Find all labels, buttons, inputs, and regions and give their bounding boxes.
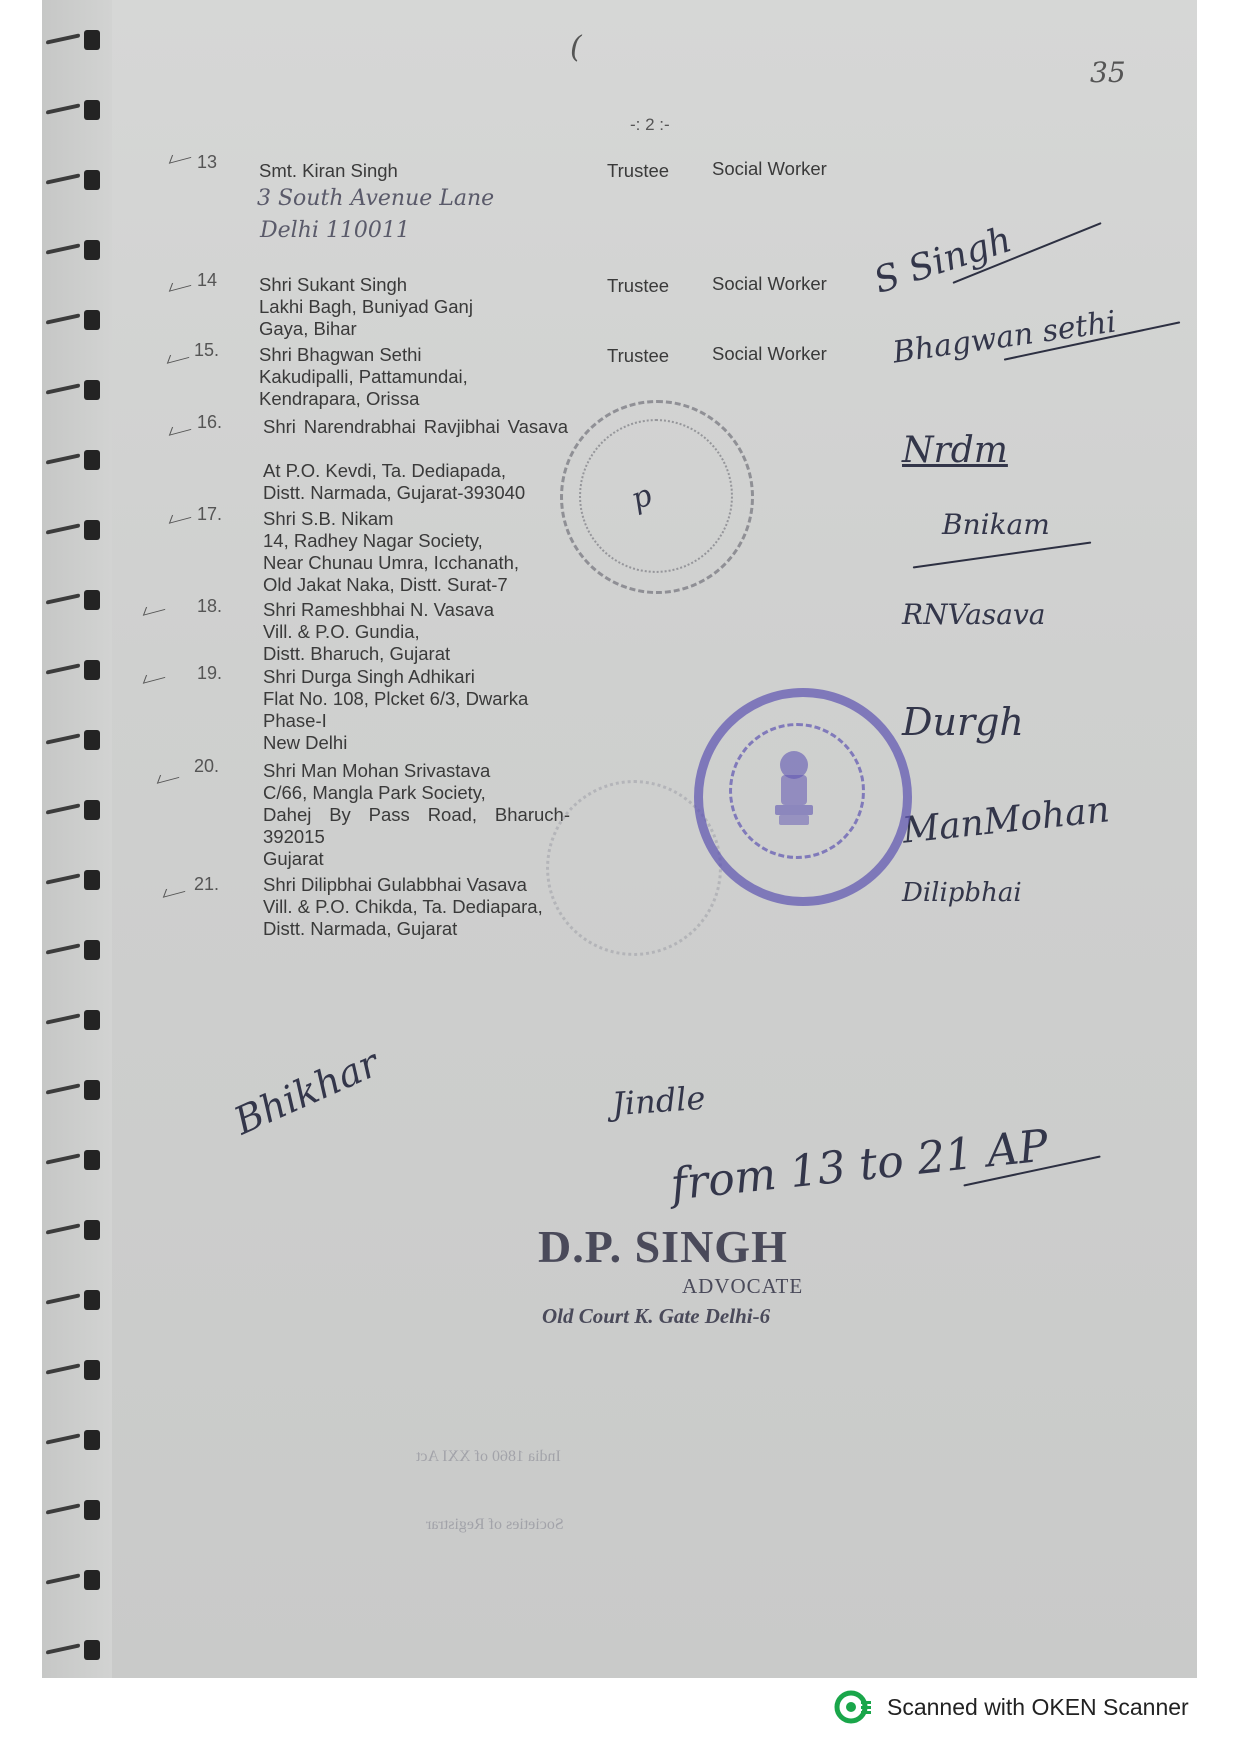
ring-hole <box>84 1500 100 1520</box>
member-name: Shri Sukant Singh <box>259 274 408 295</box>
member-address: Distt. Bharuch, Gujarat <box>263 643 451 664</box>
ring-hole <box>84 1150 100 1170</box>
ring-wire <box>46 383 80 394</box>
ring-hole <box>84 660 100 680</box>
member-occupation: Social Worker <box>712 273 827 294</box>
binding-ring <box>46 1570 110 1588</box>
ring-wire <box>46 593 80 604</box>
registrar-seal-faint <box>560 400 754 594</box>
check-mark <box>169 509 194 523</box>
ring-wire <box>46 103 80 114</box>
binding-ring <box>46 1360 110 1378</box>
member-address: Kendrapara, Orissa <box>259 388 420 409</box>
member-address: Flat No. 108, Plcket 6/3, Dwarka <box>263 688 529 709</box>
member-address: 392015 <box>263 826 325 847</box>
ring-wire <box>46 1013 80 1024</box>
binding-ring <box>46 1430 110 1448</box>
member-name: Shri Dilipbhai Gulabbhai Vasava <box>263 874 527 895</box>
check-mark <box>157 769 182 783</box>
binding-ring <box>46 380 110 398</box>
document-page <box>42 0 1197 1678</box>
member-address: Vill. & P.O. Gundia, <box>263 621 420 642</box>
member-signature: Nrdm <box>902 430 1008 471</box>
ring-hole <box>84 1640 100 1660</box>
ring-hole <box>84 730 100 750</box>
check-mark <box>143 669 168 683</box>
binding-ring <box>46 730 110 748</box>
bleed-through-text: India 1860 of XXI Act <box>416 1448 561 1465</box>
member-address: Old Jakat Naka, Distt. Surat-7 <box>263 574 508 595</box>
member-signature: Bnikam <box>942 508 1050 541</box>
member-number: 13 <box>197 152 218 172</box>
attesting-signature-left: Bhikhar <box>227 1040 386 1144</box>
binding-ring <box>46 30 110 48</box>
ring-wire <box>46 1153 80 1164</box>
member-name: Shri S.B. Nikam <box>263 508 394 529</box>
member-signature: Dilipbhai <box>902 878 1022 908</box>
binding-ring <box>46 1640 110 1658</box>
spiral-binding <box>42 0 112 1678</box>
signature-stroke <box>913 541 1091 568</box>
scanner-watermark <box>833 1685 1189 1729</box>
member-address: Kakudipalli, Pattamundai, <box>259 366 468 387</box>
member-occupation: Social Worker <box>712 158 827 179</box>
member-address: Distt. Narmada, Gujarat <box>263 918 458 939</box>
member-name: Shri Narendrabhai Ravjibhai Vasava <box>263 416 568 437</box>
binding-ring <box>46 940 110 958</box>
member-address: Gujarat <box>263 848 324 869</box>
binding-ring <box>46 170 110 188</box>
ring-wire <box>46 1223 80 1234</box>
ring-hole <box>84 30 100 50</box>
ring-hole <box>84 1570 100 1590</box>
pen-mark: ( <box>570 30 582 65</box>
ring-wire <box>46 1363 80 1374</box>
ring-wire <box>46 313 80 324</box>
ring-wire <box>46 663 80 674</box>
binding-ring <box>46 660 110 678</box>
member-number: 19. <box>197 663 223 683</box>
ring-hole <box>84 100 100 120</box>
ring-hole <box>84 1010 100 1030</box>
check-mark <box>169 149 194 163</box>
corner-mark: 35 <box>1090 56 1126 89</box>
member-signature: S Singh <box>869 219 1017 302</box>
ring-wire <box>46 1503 80 1514</box>
oken-scanner-logo-icon <box>833 1687 873 1727</box>
page-number: -: 2 :- <box>630 115 670 134</box>
ring-hole <box>84 520 100 540</box>
ring-hole <box>84 310 100 330</box>
ring-wire <box>46 173 80 184</box>
binding-ring <box>46 1220 110 1238</box>
member-address: Near Chunau Umra, Icchanath, <box>263 552 520 573</box>
ring-hole <box>84 240 100 260</box>
binding-ring <box>46 1290 110 1308</box>
member-address: Distt. Narmada, Gujarat-393040 <box>263 482 526 503</box>
member-role: Trustee <box>607 275 670 296</box>
member-name: Shri Durga Singh Adhikari <box>263 666 475 687</box>
attestation-note: from 13 to 21 AP <box>668 1120 1051 1211</box>
check-mark <box>163 883 188 897</box>
member-address: New Delhi <box>263 732 348 753</box>
ring-hole <box>84 940 100 960</box>
member-address: Gaya, Bihar <box>259 318 357 339</box>
member-address: Phase-I <box>263 710 327 731</box>
check-mark <box>169 421 194 435</box>
check-mark <box>167 349 192 363</box>
member-occupation: Social Worker <box>712 343 827 364</box>
binding-ring <box>46 1080 110 1098</box>
ring-wire <box>46 453 80 464</box>
member-name: Smt. Kiran Singh <box>259 160 398 181</box>
member-number: 17. <box>197 504 223 524</box>
registrar-of-societies-seal <box>694 688 912 906</box>
ring-wire <box>46 943 80 954</box>
handwritten-address: 3 South Avenue Lane <box>257 186 495 211</box>
member-signature: Bhagwan sethi <box>890 304 1119 371</box>
ring-hole <box>84 870 100 890</box>
ring-hole <box>84 450 100 470</box>
member-address: 14, Radhey Nagar Society, <box>263 530 483 551</box>
member-address: Dahej By Pass Road, Bharuch- <box>263 804 570 825</box>
ring-wire <box>46 1433 80 1444</box>
member-number: 21. <box>194 874 220 894</box>
ring-wire <box>46 523 80 534</box>
binding-ring <box>46 100 110 118</box>
attesting-signature-middle: Jindle <box>610 1078 707 1124</box>
ring-wire <box>46 243 80 254</box>
ring-wire <box>46 1293 80 1304</box>
member-number: 18. <box>197 596 223 616</box>
member-number: 15. <box>194 340 220 360</box>
member-number: 16. <box>197 412 223 432</box>
ring-wire <box>46 1643 80 1654</box>
member-name: Shri Rameshbhai N. Vasava <box>263 599 495 620</box>
binding-ring <box>46 240 110 258</box>
ring-wire <box>46 873 80 884</box>
member-address: Lakhi Bagh, Buniyad Ganj <box>259 296 473 317</box>
binding-ring <box>46 1010 110 1028</box>
ring-hole <box>84 1290 100 1310</box>
member-number: 14 <box>197 270 218 290</box>
ring-wire <box>46 733 80 744</box>
binding-ring <box>46 870 110 888</box>
scanner-text: Scanned with OKEN Scanner <box>887 1693 1189 1720</box>
member-address: C/66, Mangla Park Society, <box>263 782 486 803</box>
ring-wire <box>46 803 80 814</box>
ring-hole <box>84 170 100 190</box>
ring-wire <box>46 1573 80 1584</box>
binding-ring <box>46 520 110 538</box>
seal-initials: p <box>626 477 657 518</box>
ring-hole <box>84 590 100 610</box>
member-address: Vill. & P.O. Chikda, Ta. Dediapara, <box>263 896 543 917</box>
check-mark <box>143 601 168 615</box>
binding-ring <box>46 800 110 818</box>
member-name: Shri Man Mohan Srivastava <box>263 760 491 781</box>
binding-ring <box>46 450 110 468</box>
ring-wire <box>46 33 80 44</box>
binding-ring <box>46 1500 110 1518</box>
member-signature: RNVasava <box>902 598 1046 631</box>
member-number: 20. <box>194 756 220 776</box>
check-mark <box>169 277 194 291</box>
member-role: Trustee <box>607 345 670 366</box>
advocate-title: ADVOCATE <box>682 1274 804 1298</box>
advocate-address: Old Court K. Gate Delhi-6 <box>542 1304 771 1328</box>
ring-hole <box>84 1360 100 1380</box>
bleed-through-text: Societies of Registrar <box>426 1516 564 1533</box>
member-address: At P.O. Kevdi, Ta. Dediapada, <box>263 460 507 481</box>
handwritten-address: Delhi 110011 <box>260 218 410 243</box>
national-emblem-icon <box>769 747 819 829</box>
binding-ring <box>46 1150 110 1168</box>
ring-wire <box>46 1083 80 1094</box>
member-role: Trustee <box>607 160 670 181</box>
binding-ring <box>46 590 110 608</box>
member-signature: Durgh <box>902 700 1024 744</box>
member-signature: ManMohan <box>900 789 1112 852</box>
ring-hole <box>84 800 100 820</box>
ring-hole <box>84 1080 100 1100</box>
ring-hole <box>84 1430 100 1450</box>
ring-hole <box>84 1220 100 1240</box>
member-name: Shri Bhagwan Sethi <box>259 344 422 365</box>
ring-hole <box>84 380 100 400</box>
advocate-name: D.P. SINGH <box>538 1221 788 1272</box>
binding-ring <box>46 310 110 328</box>
